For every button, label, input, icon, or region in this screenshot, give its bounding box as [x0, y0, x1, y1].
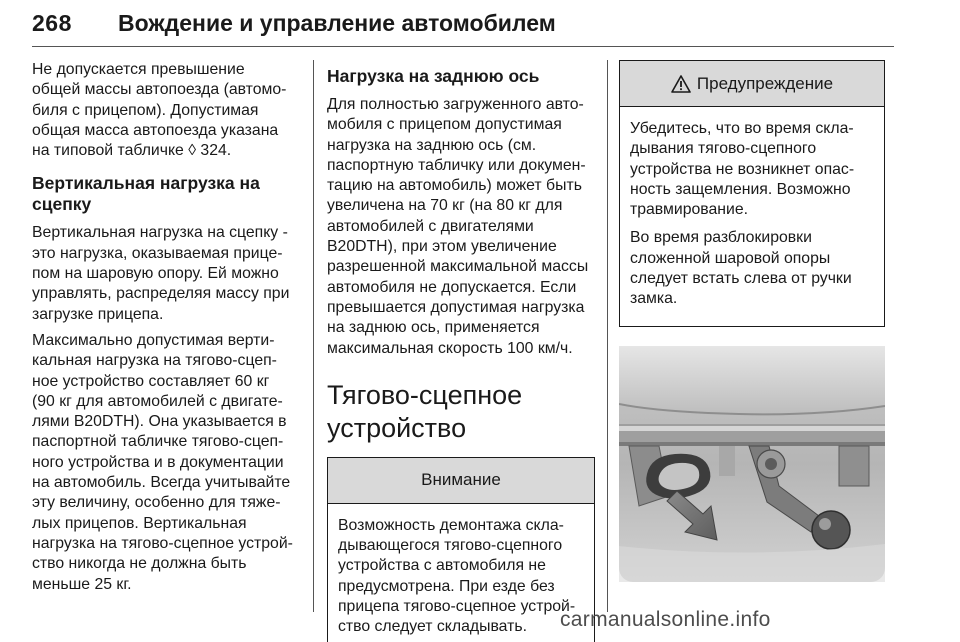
watermark-text: carmanualsonline.info: [560, 608, 771, 631]
vertical-load-heading: Вертикальная нагрузка на сцепку: [32, 173, 260, 215]
rear-axle-heading: Нагрузка на заднюю ось: [327, 66, 540, 86]
warning-box: [619, 60, 885, 327]
vertical-load-paragraph-2: Максимально допустимая верти- кальная нагрузка на тягово-сцеп- ное устройство составляет 60 кг (90 кг для автомобилей с двигате- лями B20DTH). Она указывается в паспортной табличке тягово-сцеп- ного устройства и в документации на автомобиль. Всегда учитывайте эту величину, особенно для тяже- лых прицепов. Вертикальная нагрузка на тягово-сцепное устрой- ство никогда не должна быть меньше 25 кг.: [32, 331, 293, 593]
page-header: [32, 8, 928, 48]
warning-box-body: [620, 107, 884, 326]
page-reference-link[interactable]: на типовой табличке ◊ 324.: [32, 142, 232, 160]
warning-box-header: [620, 61, 884, 107]
tow-hitch-drawing: [619, 346, 885, 582]
warning-text-1: Убедитесь, что во время скла- дывания тягово-сцепного устройства не возникнет опас- ность защемления. Возможно травмирование.: [630, 120, 855, 219]
caution-text: Возможность демонтажа скла- дывающегося тягово-сцепного устройства с автомобиля не предусмотрена. При езде без прицепа тягово-сцепное устрой- ство следует складывать.: [338, 516, 576, 636]
tow-hitch-illustration: [619, 346, 885, 582]
column-divider-right: [607, 60, 608, 612]
column-left: [32, 60, 304, 601]
warning-text-2: Во время разблокировки сложенной шаровой опоры следует встать слева от ручки замка.: [630, 229, 852, 308]
warning-title: Предупреждение: [696, 73, 834, 93]
caution-box-body: [328, 504, 594, 642]
caution-box: [327, 457, 595, 642]
page-number: 268: [32, 10, 72, 36]
vertical-load-paragraph-1: Вертикальная нагрузка на сцепку - это нагрузка, оказываемая прице- пом на шаровую опору. Ей можно управлять, распределяя массу при загрузке прицепа.: [32, 224, 290, 323]
column-divider-left: [313, 60, 314, 612]
rear-axle-paragraph: Для полностью загруженного авто- мобиля с прицепом допустимая нагрузка на заднюю ось (см. паспортную табличку или докумен- тацию на автомобиль) может быть увеличена на 70 кг (на 80 кг для автомобилей с двигателями B20DTH), при этом увеличение разрешенной максимальной массы автомобиля не допускается. Если превышается допустимая нагрузка на заднюю ось, применяется максимальная скорость 100 км/ч.: [327, 96, 589, 357]
warning-triangle-icon: [671, 75, 691, 93]
towing-device-heading: Тягово-сцепное устройство: [327, 379, 523, 443]
caution-title: Внимание: [421, 470, 501, 490]
column-right: [619, 60, 885, 393]
intro-paragraph: Не допускается превышение общей массы автопоезда (автомо- биля с прицепом). Допустимая общая масса автопоезда указана на типовой табличке ◊ 324.: [32, 60, 304, 161]
column-middle: [327, 60, 595, 642]
caution-box-header: [328, 458, 594, 504]
page-title: Вождение и управление автомобилем: [118, 10, 556, 36]
header-divider: [32, 46, 894, 47]
